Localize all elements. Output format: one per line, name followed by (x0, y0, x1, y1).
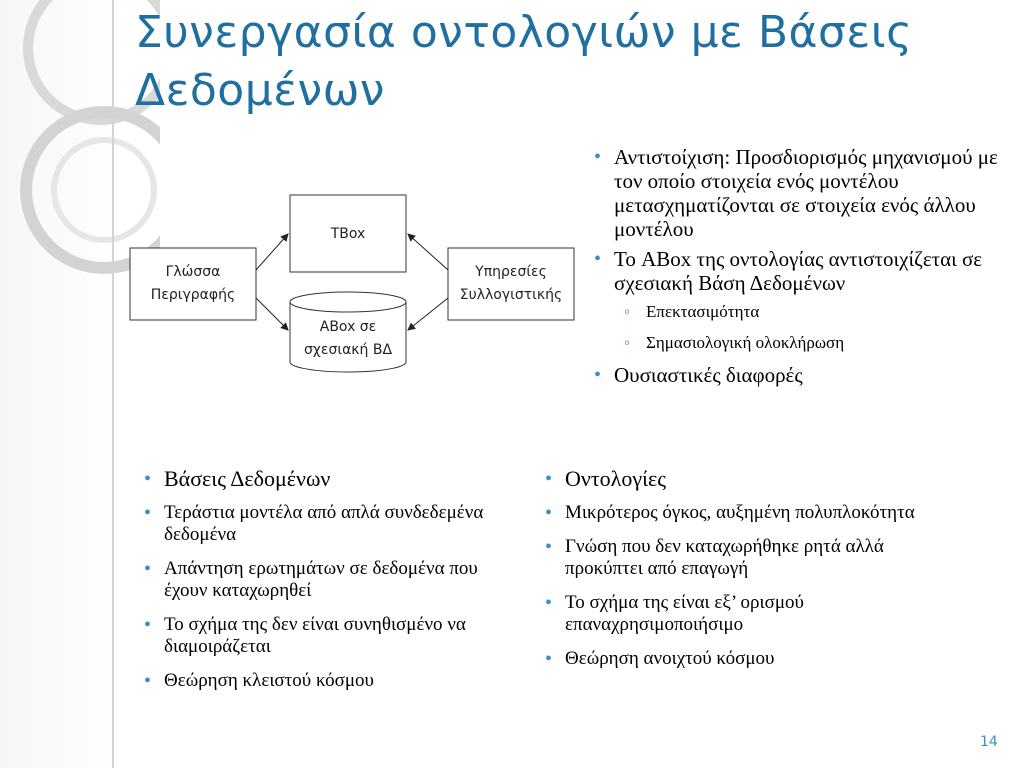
arrow-services-to-tbox (408, 234, 448, 270)
ontologies-heading: • Οντολογίες (537, 466, 927, 492)
databases-heading: • Βάσεις Δεδομένων (136, 466, 526, 492)
databases-item: • Τεράστια μοντέλα από απλά συνδεδεμένα δεδομένα (136, 502, 526, 546)
ontologies-column (537, 466, 927, 682)
slide-title: Συνεργασία οντολογιών με Βάσεις Δεδομένων (135, 7, 913, 116)
reasoning-services-line2: Συλλογιστικής (459, 287, 563, 303)
ontologies-item: • Μικρότερος όγκος, αυξημένη πολυπλοκότητα (537, 502, 927, 524)
bullet-essential-differences: • Ουσιαστικές διαφορές (586, 363, 1016, 387)
description-language-line2: Περιγραφής (150, 287, 236, 303)
databases-item: • Απάντηση ερωτημάτων σε δεδομένα που έχουν καταχωρηθεί (136, 558, 526, 602)
arrow-services-to-abox (408, 298, 448, 330)
ontologies-item: • Το σχήμα της είναι εξ’ ορισμού επαναχρησιμοποιήσιμο (537, 592, 927, 636)
abox-cylinder-top (290, 292, 406, 312)
tbox-label: TBox (330, 226, 366, 242)
slide-number: 14 (980, 734, 998, 750)
databases-item: • Θεώρηση κλειστού κόσμου (136, 670, 526, 692)
right-bullet-list (586, 145, 1016, 393)
description-language-box (130, 248, 256, 320)
databases-column (136, 466, 526, 704)
arrow-lang-to-abox (256, 298, 288, 330)
databases-item: • Το σχήμα της δεν είναι συνηθισμένο να διαμοιράζεται (136, 614, 526, 658)
reasoning-services-line1: Υπηρεσίες (475, 264, 547, 280)
band-divider (112, 0, 114, 768)
bullet-mapping: • Αντιστοίχιση: Προσδιορισμός μηχανισμού με τον οποίο στοιχεία ενός μοντέλου μετασχηματίζονται σε στοιχεία ενός άλλου μοντέλου (586, 145, 1016, 241)
abox-line1: ABox σε (319, 319, 377, 335)
architecture-diagram (128, 190, 578, 375)
ontologies-item: • Γνώση που δεν καταχωρήθηκε ρητά αλλά προκύπτει από επαγωγή (537, 536, 927, 580)
bullet-abox-mapping: • Το ABox της οντολογίας αντιστοιχίζεται σε σχεσιακή Βάση Δεδομένων (586, 247, 1016, 295)
sub-bullet-scalability: ◦ Επεκτασιμότητα (586, 301, 1016, 323)
arrow-lang-to-tbox (256, 234, 288, 270)
sub-bullet-semantic-integration: ◦ Σημασιολογική ολοκλήρωση (586, 332, 1016, 354)
reasoning-services-box (448, 248, 574, 320)
abox-line2: σχεσιακή ΒΔ (303, 342, 393, 358)
description-language-line1: Γλώσσα (165, 264, 221, 280)
ontologies-item: • Θεώρηση ανοιχτού κόσμου (537, 648, 927, 670)
